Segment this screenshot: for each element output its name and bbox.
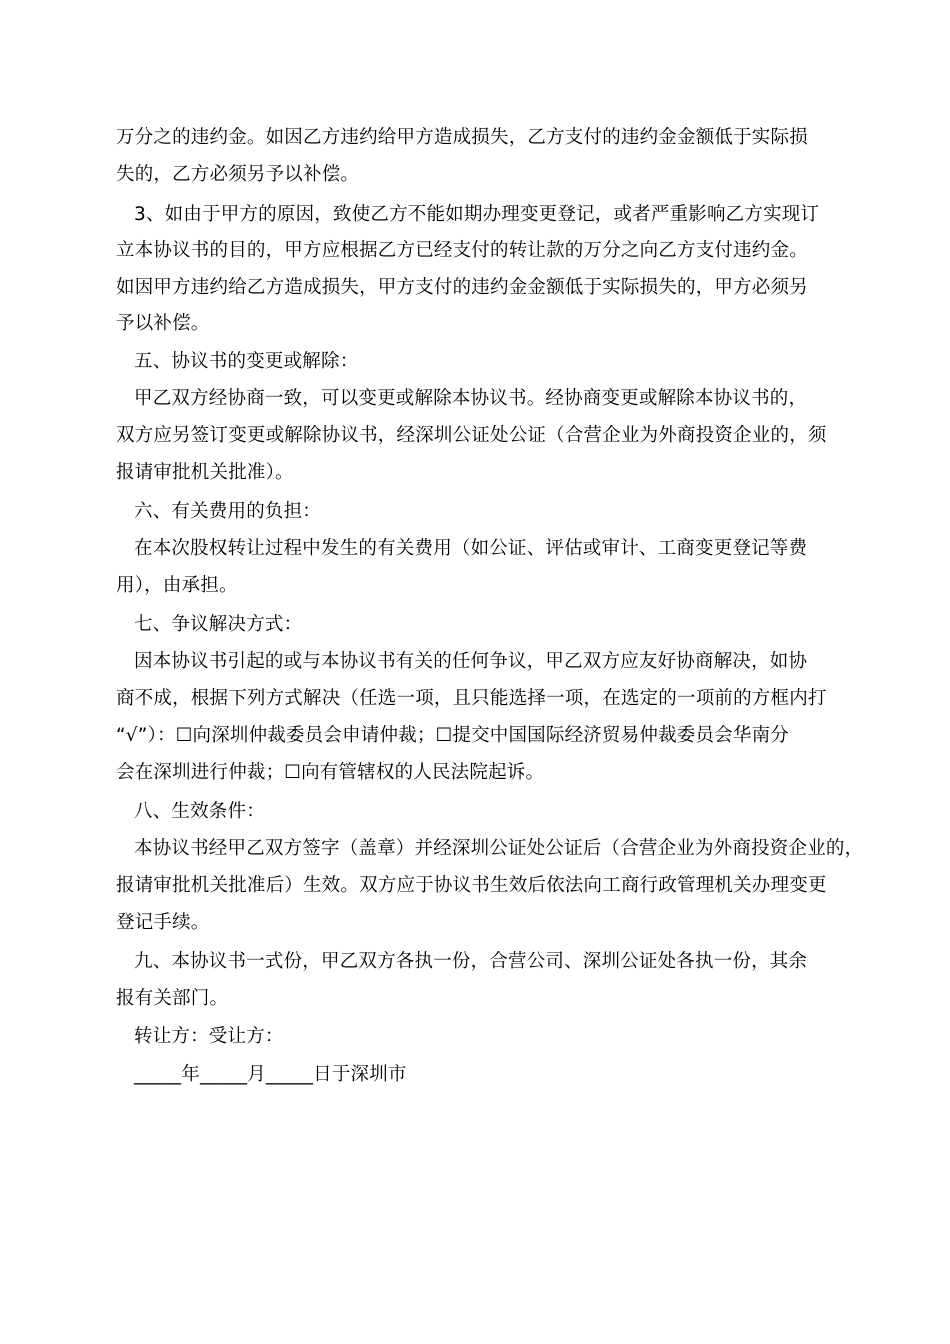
section-heading: 七、争议解决方式： — [134, 614, 303, 635]
text-line: 登记手续。 — [116, 912, 210, 933]
text-line: 报请审批机关批准）。 — [116, 462, 294, 483]
text-line: 双方应另签订变更或解除协议书，经深圳公证处公证（合营企业为外商投资企业的，须 — [116, 425, 827, 446]
text-line: 3、如由于甲方的原因，致使乙方不能如期办理变更登记，或者严重影响乙方实现订 — [134, 204, 820, 225]
text-line: 失的，乙方必须另予以补偿。 — [116, 164, 360, 185]
text-line: 在本次股权转让过程中发生的有关费用（如公证、评估或审计、工商变更登记等费 — [134, 538, 808, 559]
text-line: 本协议书经甲乙双方签字（盖章）并经深圳公证处公证后（合营企业为外商投资企业的， — [134, 838, 864, 859]
section-heading: 六、有关费用的负担： — [134, 501, 322, 522]
text-line: 因本协议书引起的或与本协议书有关的任何争议，甲乙双方应友好协商解决，如协 — [134, 651, 808, 672]
text-line: 甲乙双方经协商一致，可以变更或解除本协议书。经协商变更或解除本协议书的， — [134, 388, 808, 409]
text-line: 万分之的违约金。如因乙方违约给甲方造成损失，乙方支付的违约金金额低于实际损 — [116, 127, 808, 148]
text-line: 商不成，根据下列方式解决（任选一项，且只能选择一项，在选定的一项前的方框内打 — [116, 688, 827, 709]
text-line: 立本协议书的目的，甲方应根据乙方已经支付的转让款的万分之向乙方支付违约金。 — [116, 240, 808, 261]
text-line: 会在深圳进行仲裁；☐向有管辖权的人民法院起诉。 — [116, 762, 545, 783]
text-line: 用），由承担。 — [116, 575, 238, 596]
text-line: 报请审批机关批准后）生效。双方应于协议书生效后依法向工商行政管理机关办理变更 — [116, 875, 827, 896]
signature-date: _____年_____月_____日于深圳市 — [134, 1064, 407, 1085]
text-line: 报有关部门。 — [116, 988, 229, 1009]
section-heading: 八、生效条件： — [134, 801, 265, 822]
text-line: 如因甲方违约给乙方造成损失，甲方支付的违约金金额低于实际损失的，甲方必须另 — [116, 277, 808, 298]
text-line: 予以补偿。 — [116, 313, 210, 334]
text-line: 九、本协议书一式份，甲乙双方各执一份，合营公司、深圳公证处各执一份，其余 — [134, 951, 808, 972]
section-heading: 五、协议书的变更或解除： — [134, 351, 359, 372]
signature-parties: 转让方：受让方： — [134, 1026, 284, 1047]
text-line: “√”）：☐向深圳仲裁委员会申请仲裁；☐提交中国国际经济贸易仲裁委员会华南分 — [116, 725, 789, 746]
